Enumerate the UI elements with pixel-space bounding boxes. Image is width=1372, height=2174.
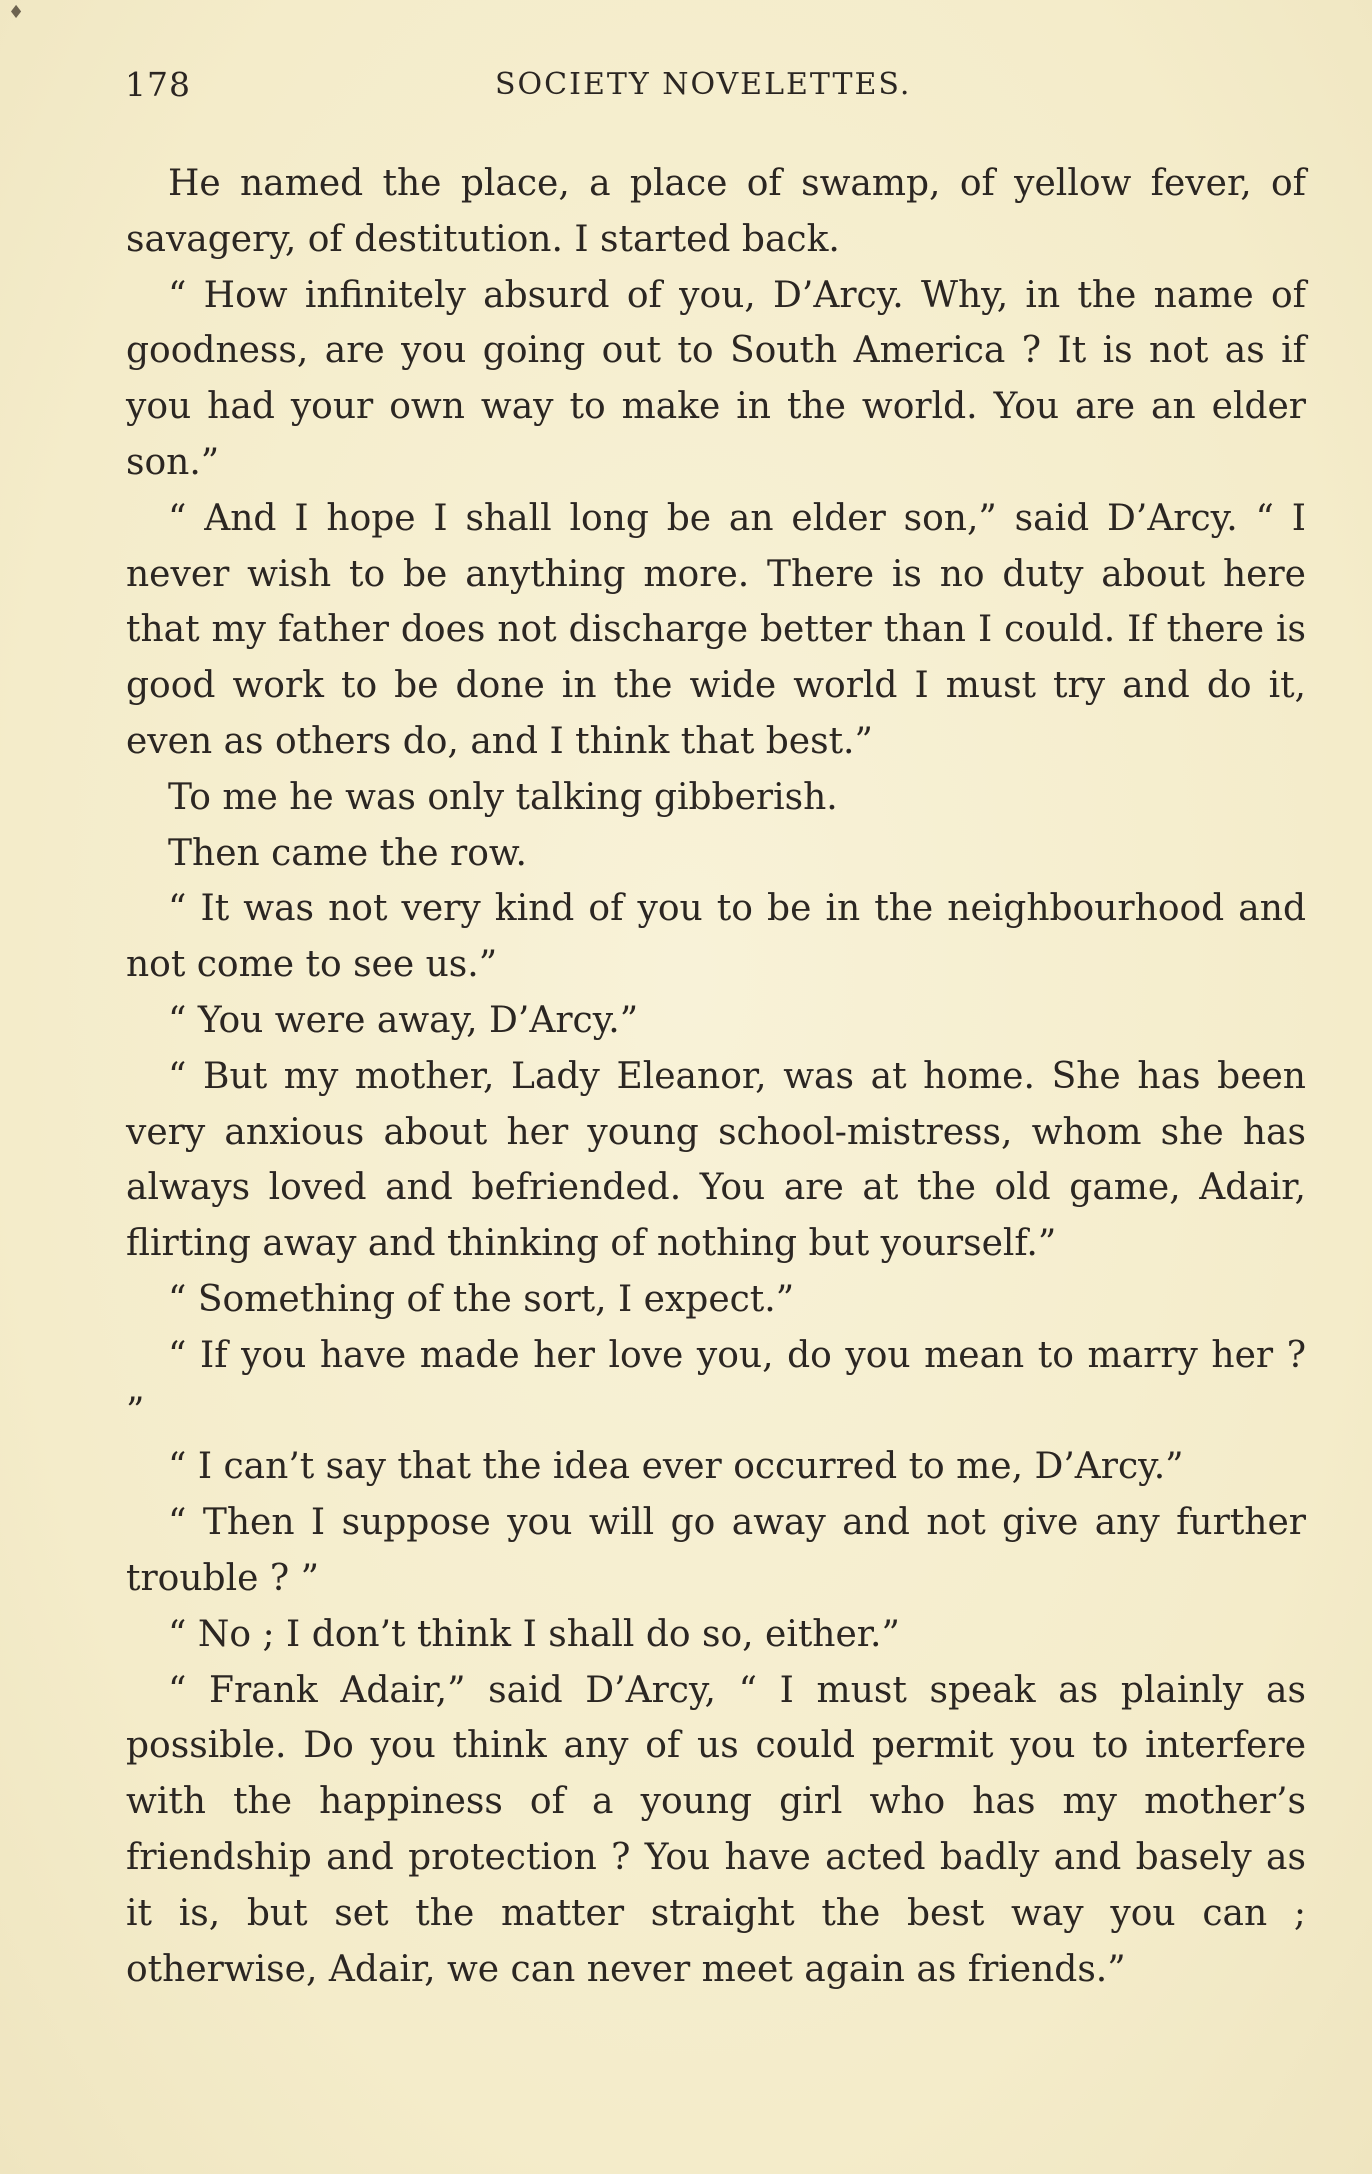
paragraph: “ Then I suppose you will go away and not give any further trouble ? ” [126, 1502, 1306, 1599]
body-text [126, 156, 1306, 1997]
page-number: 178 [125, 65, 191, 104]
paragraph: “ And I hope I shall long be an elder son,” said D’Arcy. “ I never wish to be anything more. There is no duty about here that my father does not discharge better than I could. If there is good work to be done in the wide world I must try and do it, even as others do, and I think that best.” [126, 497, 1306, 762]
margin-mark: ♦ [8, 2, 25, 23]
paragraph: “ Frank Adair,” said D’Arcy, “ I must speak as plainly as possible. Do you think any of us could permit you to interfere with the happiness of a young girl who has my mother’s friendship and protection ? You have acted badly and basely as it is, but set the matter straight the best way you can ; otherwise, Adair, we can never meet again as friends.” [126, 1669, 1306, 1990]
paragraph: “ If you have made her love you, do you mean to marry her ? ” [126, 1334, 1306, 1432]
paragraph: To me he was only talking gibberish. [168, 776, 838, 818]
paragraph: “ How infinitely absurd of you, D’Arcy. Why, in the name of goodness, are you going out to South America ? It is not as if you had your own way to make in the world. You are an elder son.” [126, 274, 1306, 483]
running-head: SOCIETY NOVELETTES. [495, 67, 912, 102]
paragraph: “ You were away, D’Arcy.” [168, 999, 639, 1041]
paragraph: “ It was not very kind of you to be in the neighbourhood and not come to see us.” [126, 888, 1306, 986]
page-header [125, 65, 1305, 115]
paragraph: “ I can’t say that the idea ever occurred to me, D’Arcy.” [168, 1446, 1184, 1488]
paragraph: He named the place, a place of swamp, of yellow fever, of savagery, of destitution. I started back. [126, 163, 1306, 260]
paragraph: “ Something of the sort, I expect.” [168, 1278, 795, 1320]
paragraph: “ But my mother, Lady Eleanor, was at home. She has been very anxious about her young school-mistress, whom she has always loved and befriended. You are at the old game, Adair, flirting away and thinking of nothing but yourself.” [126, 1055, 1306, 1265]
paragraph: “ No ; I don’t think I shall do so, either.” [168, 1613, 900, 1655]
paragraph: Then came the row. [168, 832, 527, 874]
